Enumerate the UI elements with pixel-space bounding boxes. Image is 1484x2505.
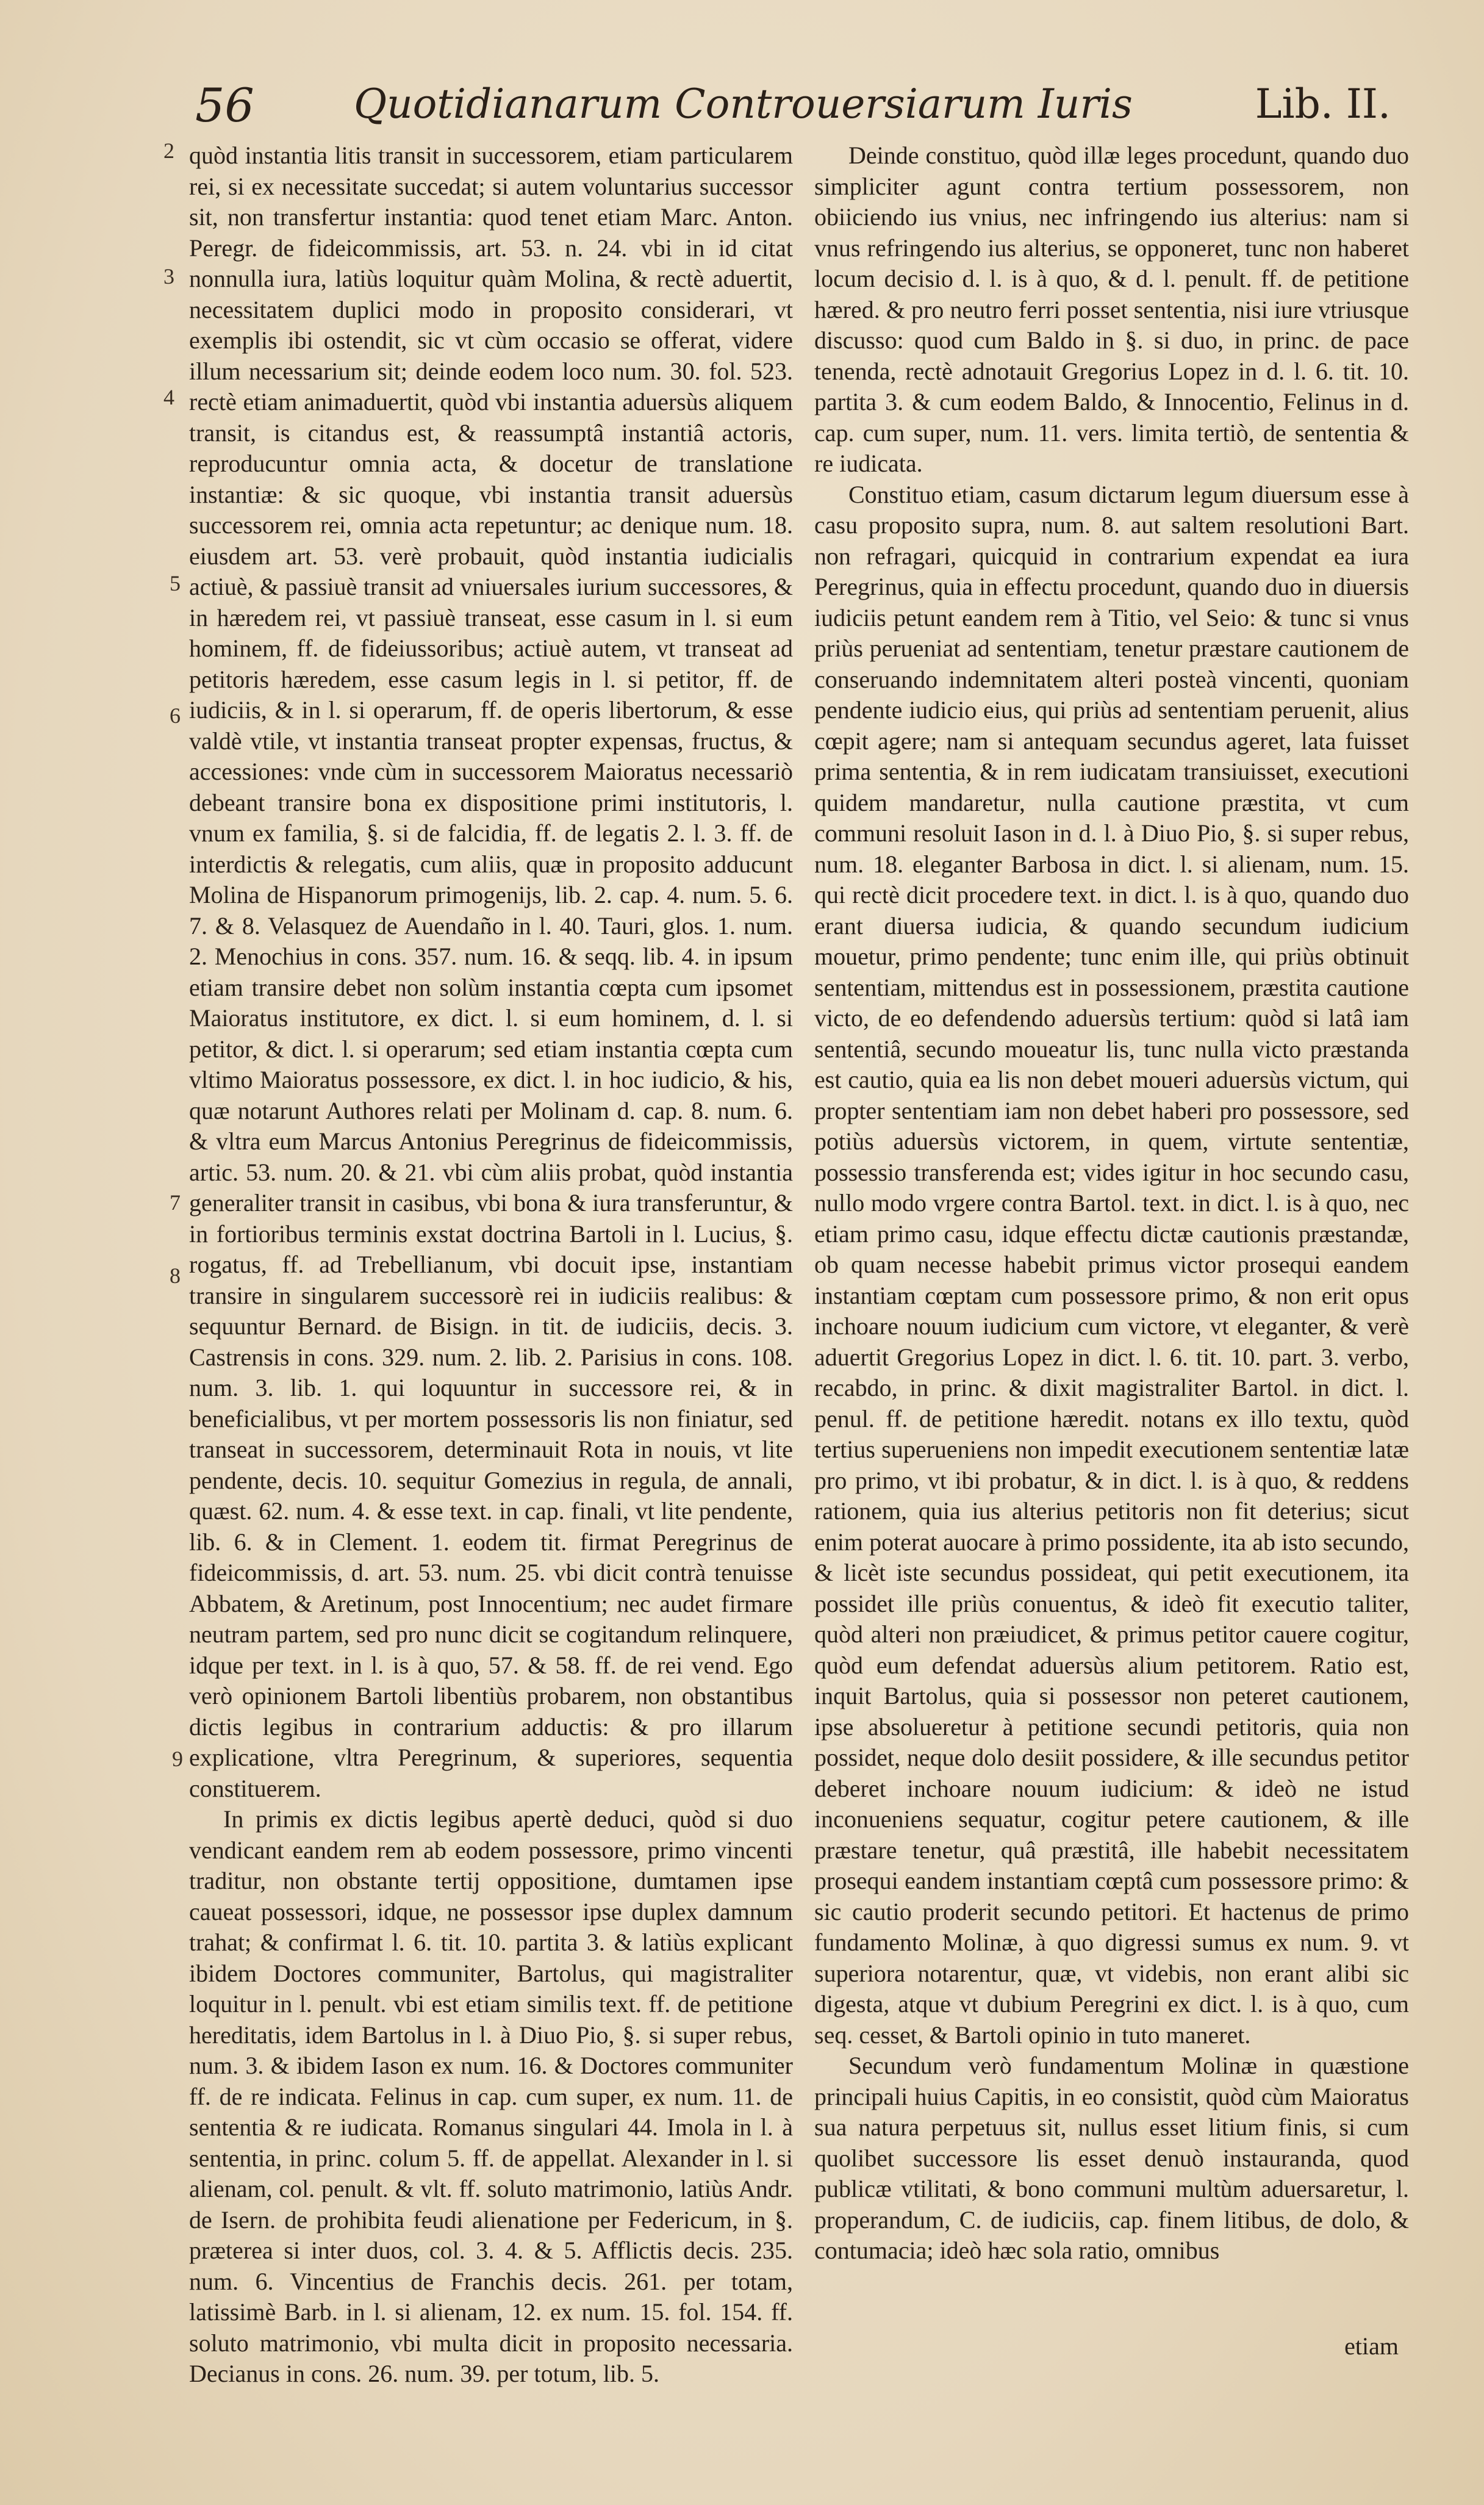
paragraph: In primis ex dictis legibus apertè deduci, quòd si duo vendicant eandem rem ab eodem possessore, primo vincenti traditur, non obstante tertij oppositione, dumtamen ipse caueat possessori, idque, ne possessor ipse duplex damnum trahat; & confirmat l. 6. tit. 10. partita 3. & latiùs explicant ibidem Doctores communiter, Bartolus, qui magistraliter loquitur in l. penult. vbi est etiam similis text. ff. de petitione hereditatis, idem Bartolus in l. à Diuo Pio, §. si super rebus, num. 3. & ibidem Iason ex num. 16. & Doctores communiter ff. de re indicata. Felinus in cap. cum super, ex num. 11. de sententia & re iudicata. Romanus singulari 44. Imola in l. à sententia, in princ. colum 5. ff. de appellat. Alexander in l. si alienam, col. penult. & vlt. ff. soluto matrimonio, latiùs Andr. de Isern. de prohibita feudi alienatione per Federicum, in §. præterea si inter duos, col. 3. 4. & 5. Afflictis decis. 235. num. 6. Vincentius de Franchis decis. 261. per totam, latissimè Barb. in l. si alienam, 12. ex num. 15. fol. 154. ff. soluto matrimonio, vbi multa dicit in proposito necessaria. Decianus in cons. 26. num. 39. per totum, lib. 5. [189,1805,793,2387]
left-column [189,140,793,2390]
paragraph: Secundum verò fundamentum Molinæ in quæstione principali huius Capitis, in eo consistit, quòd cùm Maioratus sua natura perpetuus sit, nullus esset litium finis, si cum quolibet successore lis esset denuò instauranda, quod publicæ vtilitati, & bono communi multùm aduersaretur, l. properandum, C. de iudiciis, cap. finem litibus, de dolo, & contumacia; ideò hæc sola ratio, omnibus [814,2052,1409,2264]
right-column [814,140,1409,2266]
paragraph: Constituo etiam, casum dictarum legum diuersum esse à casu proposito supra, num. 8. aut saltem resolutioni Bart. non refragari, quicquid in contrarium expendat ea iura Peregrinus, quia in effectu procedunt, quando duo in diuersis iudiciis petunt eandem rem à Titio, vel Seio: & tunc si vnus priùs perueniat ad sententiam, tenetur præstare cautionem de conseruando indemnitatem alteri posteà vincenti, quoniam pendente iudicio eius, qui priùs ad sententiam peruenit, alius cœpit agere; nam si antequam secundus ageret, lata fuisset prima sententia, & in rem iudicatam transiuisset, executioni quidem mandaretur, nulla cautione præstita, vt cum communi resoluit Iason in d. l. à Diuo Pio, §. si super rebus, num. 18. eleganter Barbosa in dict. l. si alienam, num. 15. qui rectè dicit procedere text. in dict. l. is à quo, quando duo erant diuersa iudicia, & quando secundum iudicium mouetur, primo pendente; tunc enim ille, qui priùs obtinuit sententiam, mittendus est in possessionem, præstita cautione victo, de eo defendendo aduersùs tertium: quòd si latâ iam sententiâ, secundo moueatur lis, tunc nulla victo præstanda est cautio, quia ea lis non debet moueri aduersùs victum, qui propter sententiam iam non debet haberi pro possessore, sed potiùs aduersùs victorem, in quem, virtute sententiæ, possessio transferenda est; vides igitur in hoc secundo casu, nullo modo vrgere contra Bartol. text. in dict. l. is à quo, nec etiam primo casu, idque effectu dictæ cautionis præstandæ, ob quam necesse habebit primus victor prosequi eandem instantiam cœptam cum possessore primo, & non erit opus inchoare nouum iudicium cum victore, vt eleganter, & verè aduertit Gregorius Lopez in dict. l. 6. tit. 10. part. 3. verbo, recabdo, in princ. & dixit magistraliter Bartol. in dict. l. penul. ff. de petitione hæredit. notans ex illo textu, quòd tertius superueniens non impedit executionem sententiæ latæ pro primo, vt ibi probatur, & in dict. l. is à quo, & reddens rationem, quia ius alterius petitoris non fit deterius; sicut enim poterat auocare à primo possidente, ita ab isto secundo, & licèt iste secundus possideat, qui petit executionem, ita possidet ille priùs conuentus, & ideò fit executio taliter, quòd alteri non præiudicet, & primus petitor cauere cogitur, quòd eum defendat aduersùs alium petitorem. Ratio est, inquit Bartolus, quia si possessor non peteret cautionem, ipse absolueretur à petitione secundi petitoris, quia non possidet, neque dolo desiit possidere, & ille secundus petitor deberet inchoare nouum iudicium: & ideò ne istud inconueniens sequatur, cogitur petere cautionem, & ille præstare tenetur, quâ præstitâ, ille habebit necessitatem prosequi eandem instantiam cœptâ cum possessore primo: & sic cautio proderit secundo petitori. Et hactenus de primo fundamento Molinæ, à quo digressi sumus ex num. 9. vt superiora notarentur, quæ, vt videbis, non erant alibi sic digesta, atque vt dubium Peregrini ex dict. l. is à quo, cum seq. cesset, & Bartoli opinio in tuto maneret. [814,480,1409,2049]
margin-number: 2 [163,138,174,163]
margin-number: 4 [163,385,174,409]
margin-number: 7 [170,1190,181,1215]
margin-number: 5 [170,571,181,595]
margin-number: 8 [170,1263,181,1288]
page-number: 56 [195,78,254,132]
paragraph: quòd instantia litis transit in successorem, etiam particularem rei, si ex necessitate succedat; si autem voluntarius successor sit, non transfertur instantia: quod tenet etiam Marc. Anton. Peregr. de fideicommissis, art. 53. n. 24. vbi in id citat nonnulla iura, latiùs loquitur quàm Molina, & rectè aduertit, necessitatem duplici modo in proposito considerari, vt exemplis ibi ostendit, sic vt cùm occasio se offerat, videre illum necessarium sit; deinde eodem loco num. 30. fol. 523. rectè etiam animaduertit, quòd vbi instantia aduersùs aliquem transit, is citandus est, & reassumptâ instantiâ actoris, reproducuntur omnia acta, & docetur de translatione instantiæ: & sic quoque, vbi instantia transit aduersùs successorem rei, omnia acta repetuntur; ac denique num. 18. eiusdem art. 53. verè probauit, quòd instantia iudicialis actiuè, & passiuè transit ad vniuersales iurium successores, & in hæredem rei, vt passiuè transeat, esse casum in l. si eum hominem, ff. de fideiussoribus; actiuè autem, vt transeat ad petitoris hæredem, esse casum legis in l. si petitor, ff. de iudiciis, & in l. si operarum, ff. de operis libertorum, & esse valdè vtile, vt instantia transeat propter expensas, fructus, & accessiones: vnde cùm in successorem Maioratus necessariò debeant transire bona ex dispositione primi institutoris, l. vnum ex familia, §. si de falcidia, ff. de legatis 2. l. 3. ff. de interdictis & relegatis, cum aliis, quæ in proposito adducunt Molina de Hispanorum primogenijs, lib. 2. cap. 4. num. 5. 6. 7. & 8. Velasquez de Auendaño in l. 40. Tauri, glos. 1. num. 2. Menochius in cons. 357. num. 16. & seqq. lib. 4. in ipsum etiam transire debet non solùm instantia cœpta cum ipsomet Maioratus institutore, ex dict. l. si eum hominem, d. l. si petitor, & dict. l. si operarum; sed etiam instantia cœpta cum vltimo Maioratus possessore, ex dict. l. in hoc iudicio, & his, quæ notarunt Authores relati per Molinam d. cap. 8. num. 6. & vltra eum Marcus Antonius Peregrinus de fideicommissis, artic. 53. num. 20. & 21. vbi cùm aliis probat, quòd instantia generaliter transit in casibus, vbi bona & iura transferuntur, & in fortioribus terminis exstat doctrina Bartoli in l. Lucius, §. rogatus, ff. ad Trebellianum, vbi docuit ipse, instantiam transire in singularem successorè rei in iudiciis realibus: & sequuntur Bernard. de Bisign. in tit. de iudiciis, decis. 3. Castrensis in cons. 329. num. 2. lib. 2. Parisius in cons. 108. num. 3. lib. 1. qui loquuntur in successore rei, & in beneficialibus, vt per mortem possessoris lis non finiatur, sed transeat in successorem, determinauit Rota in nouis, vt lite pendente, decis. 10. sequitur Gomezius in regula, de annali, quæst. 62. num. 4. & esse text. in cap. finali, vt lite pendente, lib. 6. & in Clement. 1. eodem tit. firmat Peregrinus de fideicommissis, d. art. 53. num. 25. vbi dicit contrà tenuisse Abbatem, & Aretinum, post Innocentium; nec audet firmare neutram partem, sed pro nunc dicit se cogitandum relinquere, idque per text. in l. is à quo, 57. & 58. ff. de rei vend. Ego verò opinionem Bartoli libentiùs probarem, non obstantibus dictis legibus in contrarium adductis: & pro illarum explicatione, vltra Peregrinum, & superiores, sequentia constituerem. [189,142,793,1802]
running-title: Quotidianarum Controuersiarum Iuris [354,81,1133,128]
margin-number: 9 [172,1747,183,1771]
page-header [195,78,1391,145]
margin-number: 6 [170,703,181,728]
margin-number: 3 [163,264,174,289]
book-label: Lib. II. [1255,81,1391,128]
catchword: etiam [1344,2332,1399,2360]
paragraph: Deinde constituo, quòd illæ leges procedunt, quando duo simpliciter agunt contra tertium possessorem, non obiiciendo ius vnius, nec infringendo ius alterius: nam si vnus refringendo ius alterius, se opponeret, tunc non haberet locum decisio d. l. is à quo, & d. l. penult. ff. de petitione hæred. & pro neutro ferri posset sententia, nisi iure vtriusque discusso: quod cum Baldo in §. si duo, in princ. de pace tenenda, rectè adnotauit Gregorius Lopez in d. l. 6. tit. 10. partita 3. & cum eodem Baldo, & Innocentio, Felinus in d. cap. cum super, num. 11. vers. limita tertiò, de sententia & re iudicata. [814,142,1409,477]
